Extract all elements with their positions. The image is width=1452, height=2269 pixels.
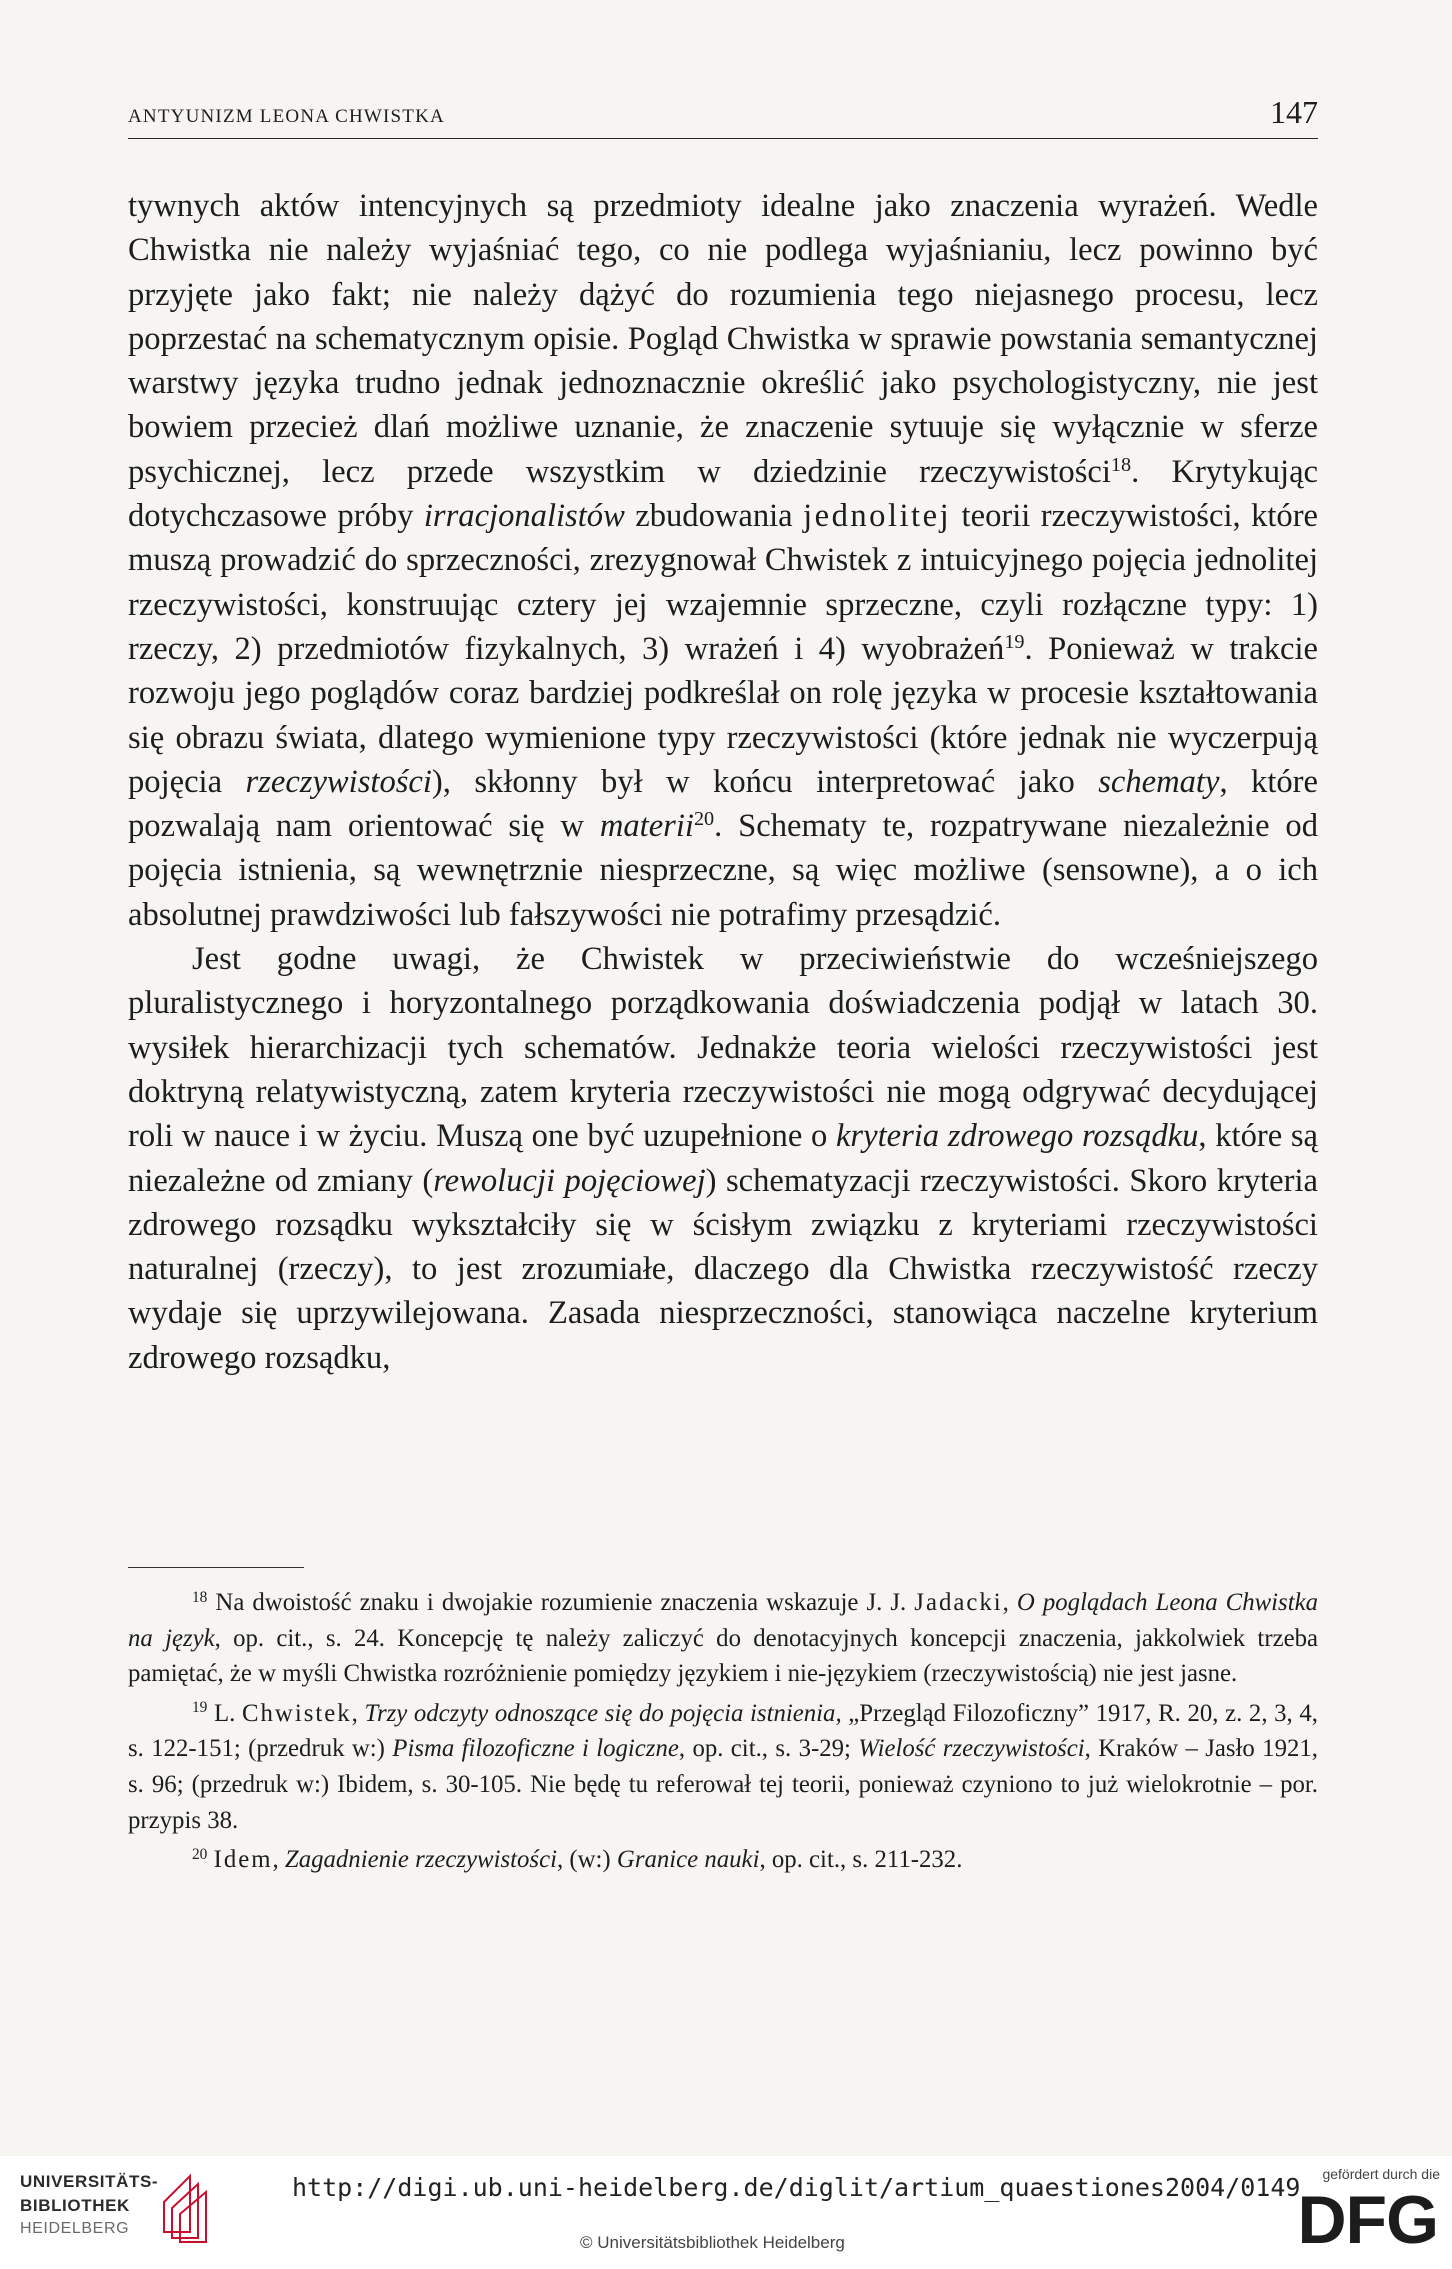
funder-caption: gefördert durch die <box>1322 2166 1440 2182</box>
work-title: Granice nauki <box>616 1846 760 1874</box>
work-title: O poglądach Leona Chwistka na język <box>128 1589 1318 1652</box>
text-run: „Przegląd Filozoficzny” 1917, R. 20, z. 2, 3, 4, s. 122-151; (przedruk w:) <box>128 1699 1318 1763</box>
text-run: , op. cit., s. 24. Koncepcję tę należy zaliczyć do denotacyjnych koncepcji znaczenia, jakkolwiek trzeba pamiętać, że w myśli Chwistka rozróżnienie pomiędzy językiem i nie-językiem (rzeczywistością) nie jest jasne. <box>128 1624 1318 1688</box>
work-title: Zagadnienie rzeczywistości <box>284 1846 557 1874</box>
text-run: , op. cit., s. 211-232. <box>759 1846 963 1874</box>
text-run: . Krytykując dotychczasowe próby <box>128 453 1318 535</box>
library-name <box>20 2172 158 2238</box>
emphasis: kryteria zdrowego rozsądku <box>835 1118 1199 1155</box>
author-name: Idem <box>213 1846 273 1874</box>
source-url-link[interactable]: http://digi.ub.uni-heidelberg.de/diglit/artium_quaestiones2004/0149 <box>292 2173 1301 2202</box>
paragraph-2 <box>128 937 1318 1380</box>
library-logo[interactable] <box>20 2172 270 2242</box>
text-run: tywnych aktów intencyjnych są przedmioty idealne jako znaczenia wyrażeń. Wedle Chwistka nie należy wyjaśniać tego, co nie podlega wyjaśnianiu, lecz powinno być przyjęte jako fakt; nie należy dążyć do rozumienia tego niejasnego procesu, lecz poprzestać na schematycznym opisie. Pogląd Chwistka w sprawie powstania semantycznej warstwy języka trudno jednak jednoznacznie określić jako psychologistyczny, nie jest bowiem przecież dlań możliwe uznanie, że znaczenie sytuuje się wyłącznie w sferze psychicznej, lecz przede wszystkim w dziedzinie rzeczywistości <box>128 188 1318 490</box>
emphasis: rewolucji pojęciowej <box>433 1162 706 1199</box>
work-title: Wielość rzeczywistości <box>858 1735 1085 1763</box>
dfg-logo[interactable]: DFG <box>1297 2182 1438 2258</box>
library-name-line-1: UNIVERSITÄTS- <box>20 2172 159 2191</box>
text-run: ), skłonny był w końcu interpretować jako <box>431 763 1099 800</box>
footnote-20 <box>128 1842 1318 1878</box>
emphasis: rzeczywistości <box>245 763 432 800</box>
running-head <box>128 96 1318 139</box>
work-title: Trzy odczyty odnoszące się do pojęcia istnienia, <box>364 1699 842 1727</box>
spaced-emphasis: jednolitej <box>803 498 952 535</box>
text-run: zbudowania <box>624 498 804 535</box>
footnote-number: 20 <box>192 1845 208 1863</box>
footnote-divider <box>128 1567 304 1568</box>
paragraph-1 <box>128 184 1318 937</box>
author-name: Chwistek <box>241 1699 352 1727</box>
text-run: , które pozwalają nam orientować się w <box>128 763 1318 845</box>
text-run: L. <box>207 1699 242 1727</box>
text-run: , Kraków – Jasło 1921, s. 96; (przedruk w:) Ibidem, s. 30-105. Nie będę tu referował tej teorii, ponieważ czyniono to już wielokrotnie – por. przypis 38. <box>128 1735 1318 1834</box>
author-name: Jadacki <box>914 1589 1003 1616</box>
text-run: . Ponieważ w trakcie rozwoju jego poglądów coraz bardziej podkreślał on rolę języka w procesie kształtowania się obrazu świata, dlatego wymienione typy rzeczywistości (które jednak nie wyczerpują pojęcia <box>128 630 1318 800</box>
text-run: , <box>272 1846 285 1874</box>
page-number: 147 <box>1270 94 1318 130</box>
library-mark-icon <box>160 2172 216 2244</box>
text-run: , <box>351 1699 365 1727</box>
library-name-line-3: HEIDELBERG <box>20 2220 130 2237</box>
funder-block <box>1280 2166 1440 2266</box>
text-run: ) schematyzacji rzeczywistości. Skoro kryteria zdrowego rozsądku wykształciły się w ścisłym związku z kryteriami rzeczywistości naturalnej (rzeczy), to jest zrozumiałe, dlaczego dla Chwistka rzeczywistość rzeczy wydaje się uprzywilejowana. Zasada niesprzeczności, stanowiąca naczelne kryterium zdrowego rozsądku, <box>128 1162 1318 1376</box>
footnote-19 <box>128 1696 1318 1838</box>
copyright-notice: © Universitätsbibliothek Heidelberg <box>580 2233 845 2252</box>
footnote-number: 19 <box>192 1699 208 1717</box>
emphasis: materii <box>599 808 694 845</box>
emphasis: schematy <box>1098 763 1220 800</box>
text-run: Jest godne uwagi, że Chwistek w przeciwieństwie do wcześniejszego pluralistycznego i horyzontalnego porządkowania doświadczenia podjął w latach 30. wysiłek hierarchizacji tych schematów. Jednakże teoria wielości rzeczywistości jest doktryną relatywistyczną, zatem kryteria rzeczywistości nie mogą odgrywać decydującej roli w nauce i w życiu. Muszą one być uzupełnione o <box>128 941 1318 1155</box>
text-run: teorii rzeczywistości, które muszą prowadzić do sprzeczności, zrezygnował Chwistek z intuicyjnego pojęcia jednolitej rzeczywistości, konstruując cztery jej wzajemnie sprzeczne, czyli rozłączne typy: 1) rzeczy, 2) przedmiotów fizykalnych, 3) wrażeń i 4) wyobrażeń <box>128 498 1319 667</box>
work-title: Pisma filozoficzne i logiczne <box>392 1735 679 1763</box>
emphasis: irracjonalistów <box>423 498 625 535</box>
footnotes <box>128 1585 1318 1882</box>
footnote-ref-20[interactable]: 20 <box>693 808 715 831</box>
text-run: , które są niezależne od zmiany ( <box>128 1118 1318 1199</box>
footnote-18 <box>128 1585 1318 1692</box>
footnote-number: 18 <box>192 1588 208 1606</box>
footnote-ref-19[interactable]: 19 <box>1004 630 1025 653</box>
library-name-line-2: BIBLIOTHEK <box>20 2196 130 2215</box>
body-text <box>128 184 1318 1380</box>
running-head-title: ANTYUNIZM LEONA CHWISTKA <box>128 106 445 127</box>
text-run: . Schematy te, rozpatrywane niezależnie od pojęcia istnienia, są wewnętrznie niesprzeczne, są więc możliwe (sensowne), a o ich absolutnej prawdziwości lub fałszywości nie potrafimy przesądzić. <box>128 808 1318 933</box>
text-run: , op. cit., s. 3-29; <box>678 1735 859 1763</box>
text-run: , <box>1002 1589 1017 1616</box>
text-run: Na dwoistość znaku i dwojakie rozumienie znaczenia wskazuje J. J. <box>207 1589 915 1616</box>
text-run: , (w:) <box>556 1846 617 1874</box>
footnote-ref-18[interactable]: 18 <box>1110 453 1132 476</box>
